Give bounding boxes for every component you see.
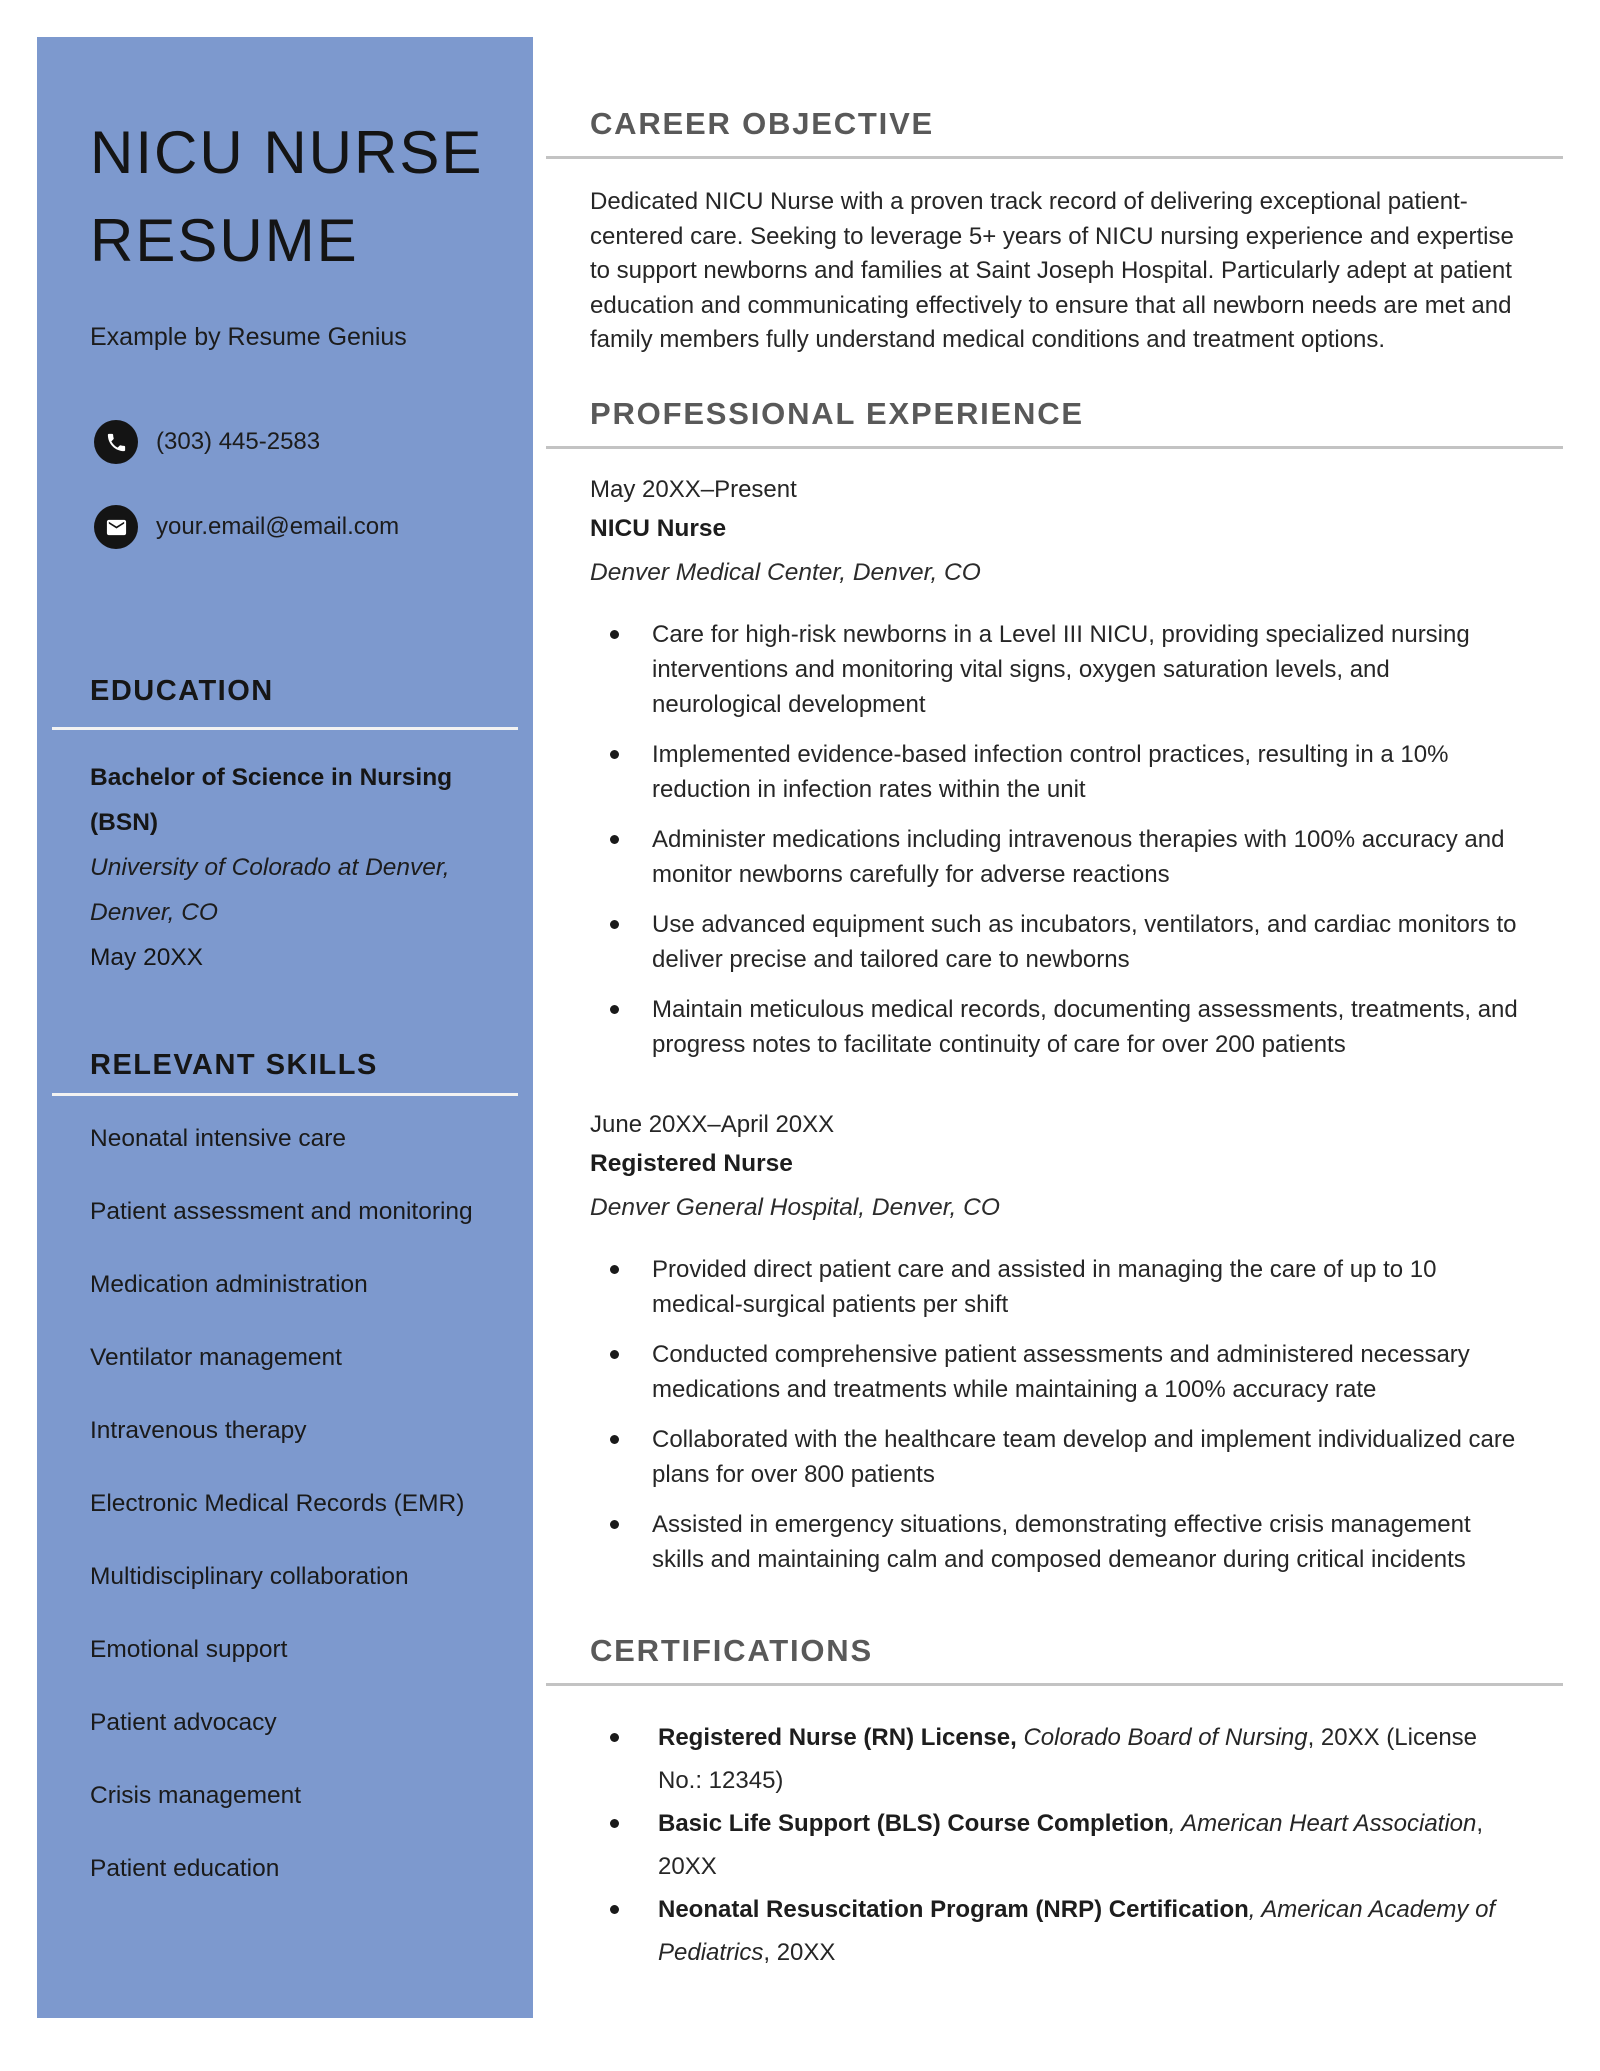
certification-item	[546, 1716, 1556, 1802]
email-address: your.email@email.com	[156, 513, 400, 540]
skills-heading: RELEVANT SKILLS	[90, 1049, 378, 1081]
job-bullet: Maintain meticulous medical records, documenting assessments, treatments, and progress notes to facilitate continuity of care for over 200 patients	[546, 992, 1556, 1062]
career-objective-text: Dedicated NICU Nurse with a proven track record of delivering exceptional patient-centered care. Seeking to leverage 5+ years of NICU nursing experience and expertise to support newborns and families at Saint Joseph Hospital. Particularly adept at patient education and communicating effectively to ensure that all newborn needs are met and family members fully understand medical conditions and treatment options.	[590, 188, 1514, 353]
job-company: Denver General Hospital, Denver, CO	[590, 1193, 1000, 1221]
skill-item: Patient assessment and monitoring	[90, 1198, 473, 1225]
job-bullet: Care for high-risk newborns in a Level III NICU, providing specialized nursing interventions and monitoring vital signs, oxygen saturation levels, and neurological development	[546, 617, 1556, 722]
certification-issuer: , American Academy of Pediatrics	[658, 1895, 1496, 1966]
resume-title-line2: RESUME	[90, 207, 359, 274]
certification-issuer: Colorado Board of Nursing	[1023, 1723, 1308, 1751]
certification-date: , 20XX (License No.: 12345)	[658, 1723, 1478, 1794]
skill-item: Intravenous therapy	[90, 1417, 307, 1444]
job-header	[590, 473, 1563, 595]
skills-list	[90, 1124, 520, 1927]
degree-line2: (BSN)	[90, 809, 159, 836]
job-bullet-list	[546, 617, 1556, 1062]
main-column	[546, 0, 1563, 1974]
certification-item	[546, 1802, 1556, 1888]
certifications-heading: CERTIFICATIONS	[590, 1632, 873, 1668]
email-contact-row	[94, 505, 399, 549]
job-dates: May 20XX–Present	[590, 475, 797, 503]
degree-line1: Bachelor of Science in Nursing	[90, 764, 453, 791]
education-heading: EDUCATION	[90, 675, 274, 707]
job-title: NICU Nurse	[590, 514, 727, 542]
school-location: Denver, CO	[90, 899, 218, 926]
skill-item: Emotional support	[90, 1636, 288, 1663]
skill-item: Ventilator management	[90, 1344, 342, 1371]
skill-item: Medication administration	[90, 1271, 368, 1298]
resume-title-line1: NICU NURSE	[90, 119, 484, 186]
certifications-heading-rule	[546, 1683, 1563, 1686]
certification-issuer: , American Heart Association	[1168, 1809, 1477, 1837]
email-icon	[94, 505, 138, 549]
career-objective-rule	[546, 156, 1563, 159]
certification-list	[546, 1716, 1556, 1974]
skill-item: Electronic Medical Records (EMR)	[90, 1490, 465, 1517]
career-objective-heading: CAREER OBJECTIVE	[590, 106, 935, 141]
certification-item	[546, 1888, 1556, 1974]
job-bullet: Implemented evidence-based infection control practices, resulting in a 10% reduction in infection rates within the unit	[546, 737, 1556, 807]
skills-heading-rule	[52, 1093, 518, 1096]
phone-icon	[94, 420, 138, 464]
job-bullet: Provided direct patient care and assisted in managing the care of up to 10 medical-surgical patients per shift	[546, 1252, 1556, 1322]
job-bullet: Conducted comprehensive patient assessments and administered necessary medications and treatments while maintaining a 100% accuracy rate	[546, 1337, 1556, 1407]
certification-name: Registered Nurse (RN) License,	[658, 1723, 1024, 1751]
certification-date: , 20XX	[658, 1809, 1484, 1880]
skill-item: Multidisciplinary collaboration	[90, 1563, 409, 1590]
education-heading-rule	[52, 727, 518, 730]
experience-heading: PROFESSIONAL EXPERIENCE	[590, 395, 1084, 431]
job-company: Denver Medical Center, Denver, CO	[590, 558, 981, 586]
job-bullet: Collaborated with the healthcare team develop and implement individualized care plans for over 800 patients	[546, 1422, 1556, 1492]
certification-name: Neonatal Resuscitation Program (NRP) Certification	[658, 1895, 1249, 1923]
resume-subtitle: Example by Resume Genius	[90, 323, 407, 351]
phone-contact-row	[94, 420, 320, 464]
certification-name: Basic Life Support (BLS) Course Completion	[658, 1809, 1169, 1837]
skill-item: Crisis management	[90, 1782, 302, 1809]
experience-heading-rule	[546, 446, 1563, 449]
graduation-date: May 20XX	[90, 944, 204, 971]
sidebar	[37, 37, 533, 2018]
skill-item: Neonatal intensive care	[90, 1125, 347, 1152]
job-bullet: Administer medications including intravenous therapies with 100% accuracy and monitor newborns carefully for adverse reactions	[546, 822, 1556, 892]
phone-number: (303) 445-2583	[156, 428, 321, 455]
job-bullet: Assisted in emergency situations, demonstrating effective crisis management skills and maintaining calm and composed demeanor during critical incidents	[546, 1507, 1556, 1577]
education-entry	[90, 755, 510, 980]
job-bullet-list	[546, 1252, 1556, 1577]
certification-date: , 20XX	[763, 1938, 836, 1966]
resume-title	[90, 109, 510, 285]
job-title: Registered Nurse	[590, 1149, 793, 1177]
job-header	[590, 1108, 1563, 1230]
job-bullet: Use advanced equipment such as incubators, ventilators, and cardiac monitors to deliver precise and tailored care to newborns	[546, 907, 1556, 977]
job-dates: June 20XX–April 20XX	[590, 1110, 835, 1138]
school-name: University of Colorado at Denver,	[90, 854, 450, 881]
skill-item: Patient advocacy	[90, 1709, 277, 1736]
skill-item: Patient education	[90, 1855, 280, 1882]
